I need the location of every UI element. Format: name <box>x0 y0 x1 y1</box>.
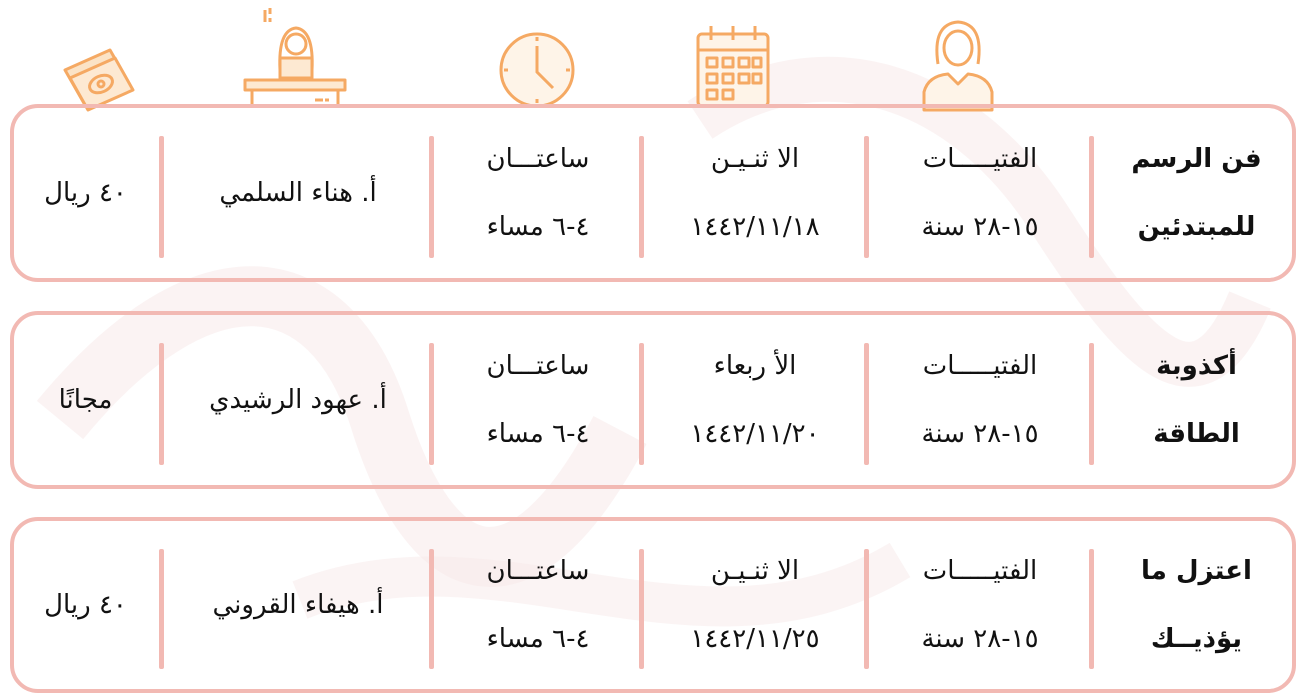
price-label: ٤٠ ريال <box>44 590 127 620</box>
title-line-1: فن الرسم <box>1131 144 1262 174</box>
instructor-icon <box>240 0 350 110</box>
age-group <box>874 521 1086 689</box>
time-label: ٤-٦ مساء <box>486 624 590 654</box>
time-label: ٤-٦ مساء <box>486 419 590 449</box>
day-date <box>649 521 861 689</box>
day-date <box>649 315 861 485</box>
instructor-name: أ. هناء السلمي <box>219 178 377 208</box>
duration-label: ساعتـــان <box>486 351 590 381</box>
workshop-row-1 <box>10 104 1296 282</box>
title-line-1: اعتزل ما <box>1141 556 1252 586</box>
age-range: ١٥-٢٨ سنة <box>921 624 1039 654</box>
duration-label: ساعتـــان <box>486 556 590 586</box>
date-label: ١٤٤٢/١١/٢٠ <box>690 419 820 449</box>
title-line-1: أكذوبة <box>1156 351 1237 381</box>
workshop-row-2 <box>10 311 1296 489</box>
day-label: الأ ربعاء <box>713 351 797 381</box>
age-range: ١٥-٢٨ سنة <box>921 212 1039 242</box>
workshop-title <box>1099 521 1294 689</box>
clock-icon <box>497 30 577 110</box>
instructor-name: أ. عهود الرشيدي <box>209 385 387 415</box>
age-group <box>874 108 1086 278</box>
calendar-icon <box>693 22 773 112</box>
age-group <box>874 315 1086 485</box>
duration-label: ساعتـــان <box>486 144 590 174</box>
duration-time <box>439 315 637 485</box>
date-label: ١٤٤٢/١١/٢٥ <box>690 624 820 654</box>
day-label: الا ثنـيـن <box>710 144 800 174</box>
audience-label: الفتيـــــات <box>922 351 1038 381</box>
workshop-row-3 <box>10 517 1296 693</box>
time-label: ٤-٦ مساء <box>486 212 590 242</box>
participant-icon <box>918 14 998 112</box>
day-date <box>649 108 861 278</box>
instructor-name: أ. هيفاء القروني <box>212 590 384 620</box>
age-range: ١٥-٢٨ سنة <box>921 419 1039 449</box>
duration-time <box>439 521 637 689</box>
workshop-title <box>1099 315 1294 485</box>
title-line-2: يؤذيــك <box>1150 624 1243 654</box>
title-line-2: الطاقة <box>1153 419 1240 449</box>
title-line-2: للمبتدئين <box>1137 212 1256 242</box>
price-label: مجانًا <box>58 385 113 415</box>
audience-label: الفتيـــــات <box>922 556 1038 586</box>
audience-label: الفتيـــــات <box>922 144 1038 174</box>
day-label: الا ثنـيـن <box>710 556 800 586</box>
date-label: ١٤٤٢/١١/١٨ <box>690 212 820 242</box>
duration-time <box>439 108 637 278</box>
workshop-title <box>1099 108 1294 278</box>
price-label: ٤٠ ريال <box>44 178 127 208</box>
